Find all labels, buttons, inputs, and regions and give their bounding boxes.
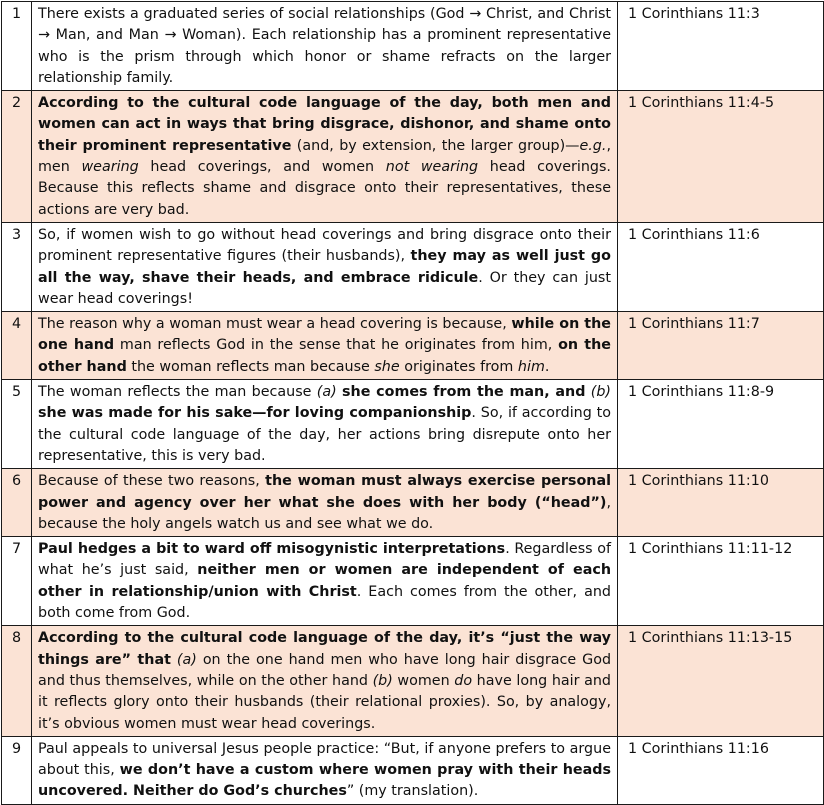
bold-text: on the other hand — [38, 337, 612, 375]
text-segment: originates from — [399, 358, 518, 375]
row-summary — [32, 2, 618, 91]
text-segment: . Or they can just wear head coverings! — [38, 269, 611, 307]
row-number: 6 — [2, 469, 32, 537]
bold-text: we don’t have a custom where women pray with their heads uncovered. Neither do God’s churches — [38, 762, 611, 800]
table-row — [2, 537, 824, 626]
bold-text: According to the cultural code language of the day, both men and women can act in ways that bring disgrace, dishonor, and shame onto their prominent representative — [38, 95, 611, 154]
text-segment: (and, by extension, the larger group)— — [291, 137, 580, 154]
scripture-reference: 1 Corinthians 11:7 — [618, 312, 824, 380]
scripture-reference: 1 Corinthians 11:11-12 — [618, 537, 824, 626]
bold-text: the woman must always exercise personal power and agency over her what she does with her body (“head”) — [38, 473, 611, 511]
text-segment: The woman reflects the man because — [38, 384, 317, 401]
text-segment: . Regardless of what he’s just said, — [38, 541, 611, 579]
text-segment: The reason why a woman must wear a head covering is because, — [38, 316, 512, 333]
italic-text: (b) — [590, 384, 612, 401]
bold-text: they may as well just go all the way, shave their heads, and embrace ridicule — [38, 248, 611, 286]
text-segment: have long hair and it reflects glory onto their husbands (their relational proxies). So, by analogy, it’s obvious women must wear head coverings. — [38, 672, 611, 732]
text-segment: . — [544, 358, 550, 375]
text-segment: , because the holy angels watch us and see what we do. — [38, 494, 611, 532]
text-segment: on the one hand men who have long hair disgrace God and thus themselves, while on the other hand — [38, 651, 612, 689]
scripture-reference: 1 Corinthians 11:16 — [618, 736, 824, 804]
text-segment: . Each comes from the other, and both come from God. — [38, 583, 611, 622]
table-row — [2, 91, 824, 223]
row-summary — [32, 222, 618, 311]
row-number: 2 — [2, 91, 32, 223]
bold-text: neither men or women are independent of each other in relationship/union with Christ — [38, 562, 611, 600]
scripture-reference: 1 Corinthians 11:3 — [618, 2, 824, 91]
italic-text: do — [454, 672, 473, 689]
bold-text: According to the cultural code language of the day, it’s “just the way things are” that — [38, 630, 611, 668]
bold-text: Paul hedges a bit to ward off misogynistic interpretations — [38, 541, 506, 558]
row-summary — [32, 537, 618, 626]
table-row — [2, 626, 824, 736]
text-segment: Paul appeals to universal Jesus people practice: “But, if anyone prefers to argue about this, — [38, 740, 611, 779]
bold-text: she comes from the man, and — [342, 384, 586, 401]
text-segment: So, if women wish to go without head coverings and bring disgrace onto their prominent representative figures (their husbands), — [38, 226, 611, 265]
row-summary — [32, 736, 618, 804]
row-number: 5 — [2, 380, 32, 469]
table-row — [2, 312, 824, 380]
row-summary — [32, 469, 618, 537]
row-summary — [32, 312, 618, 380]
table-row — [2, 222, 824, 311]
text-segment: head coverings, and women — [138, 159, 386, 176]
table-row — [2, 736, 824, 804]
text-segment: head coverings. Because this reflects shame and disgrace onto their representatives, these actions are very bad. — [38, 159, 611, 218]
scripture-reference: 1 Corinthians 11:4-5 — [618, 91, 824, 223]
bold-text: while on the one hand — [38, 316, 611, 354]
text-segment: the woman reflects man because — [126, 358, 375, 375]
italic-text: wearing — [81, 159, 139, 176]
row-summary — [32, 626, 618, 736]
row-number: 7 — [2, 537, 32, 626]
bold-text: she was made for his sake—for loving companionship — [38, 405, 472, 422]
italic-text: e.g. — [579, 137, 607, 154]
text-segment: man reflects God in the sense that he originates from him, — [114, 337, 559, 354]
text-segment: Because of these two reasons, — [38, 473, 266, 490]
scripture-reference: 1 Corinthians 11:6 — [618, 222, 824, 311]
italic-text: him — [517, 358, 545, 375]
row-summary — [32, 91, 618, 223]
italic-text: not wearing — [385, 159, 479, 176]
argument-outline-table — [1, 1, 824, 805]
scripture-reference: 1 Corinthians 11:8-9 — [618, 380, 824, 469]
text-segment: women — [392, 672, 455, 689]
scripture-reference: 1 Corinthians 11:13-15 — [618, 626, 824, 736]
table-row — [2, 2, 824, 91]
table-body — [2, 2, 824, 805]
text-segment: ” (my translation). — [346, 783, 479, 800]
italic-text: (a) — [316, 384, 337, 401]
row-number: 9 — [2, 736, 32, 804]
italic-text: she — [374, 358, 400, 375]
row-number: 8 — [2, 626, 32, 736]
row-number: 1 — [2, 2, 32, 91]
table-row — [2, 380, 824, 469]
table-row — [2, 469, 824, 537]
row-number: 4 — [2, 312, 32, 380]
text-segment: There exists a graduated series of social relationships (God → Christ, and Christ → Man, and Man → Woman). Each relationship has a prominent representative who is the prism through which honor or shame refracts on the larger relationship family. — [38, 6, 611, 86]
row-number: 3 — [2, 222, 32, 311]
text-segment: , men — [38, 137, 611, 176]
italic-text: (a) — [176, 651, 197, 668]
text-segment: . So, if according to the cultural code language of the day, her actions bring disrepute onto her representative, this is very bad. — [38, 405, 611, 464]
row-summary — [32, 380, 618, 469]
italic-text: (b) — [372, 672, 393, 689]
scripture-reference: 1 Corinthians 11:10 — [618, 469, 824, 537]
